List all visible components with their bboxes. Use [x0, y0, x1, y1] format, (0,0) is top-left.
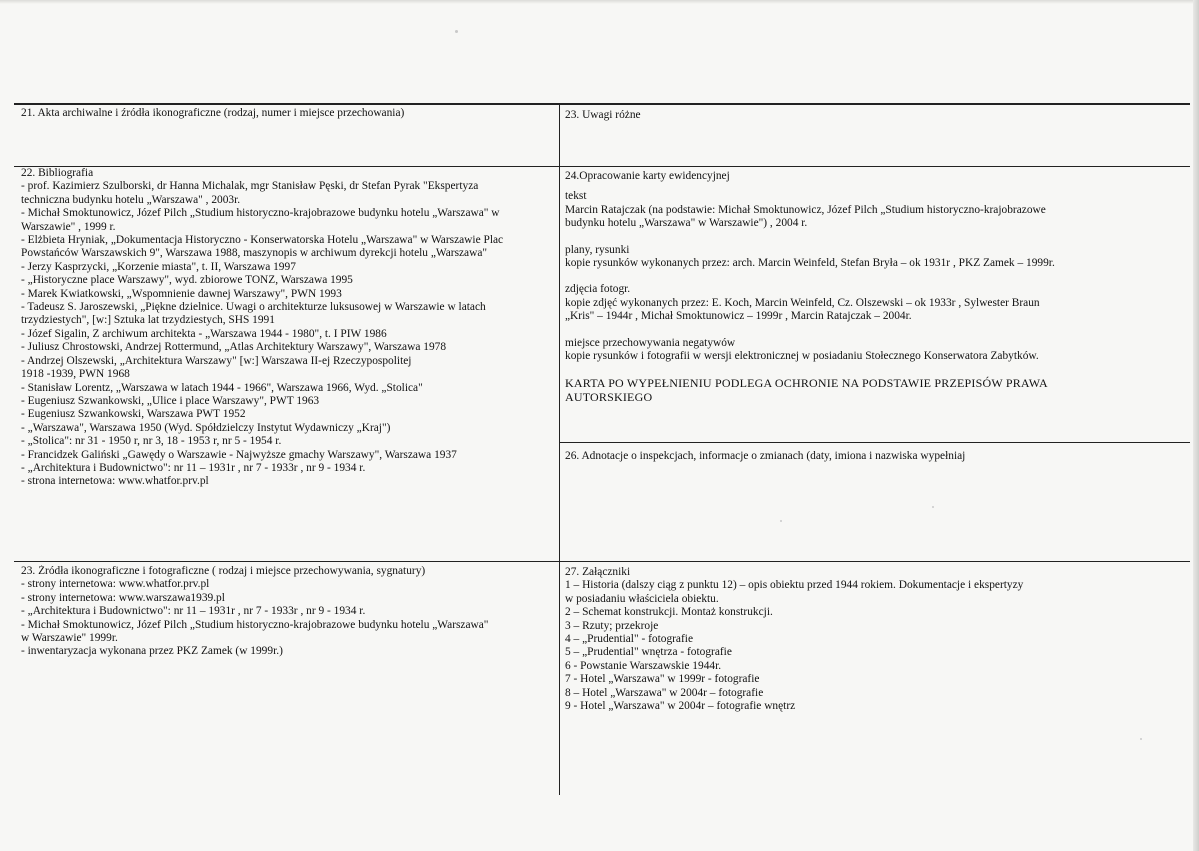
zdjecia-line: „Kris" – 1944r , Michał Smoktunowicz – 1999r , Marcin Ratajczak – 2004r. [565, 310, 912, 323]
miejsce-line: kopie rysunków i fotografii w wersji elektronicznej w posiadaniu Stołecznego Konserwatora Zabytków. [565, 350, 1039, 363]
attachment-line: 7 - Hotel „Warszawa" w 1999r - fotografie [565, 673, 760, 686]
bibliography-line: 1918 -1939, PWN 1968 [21, 368, 130, 381]
tekst-line: Marcin Ratajczak (na podstawie: Michał Smoktunowicz, Józef Pilch „Studium historyczno-krajobrazowe [565, 203, 1046, 216]
attachment-line: 9 - Hotel „Warszawa" w 2004r – fotografie wnętrz [565, 700, 796, 713]
bibliography-line: - Francidzek Galiński „Gawędy o Warszawie - Najwyższe gmachy Warszawy", Warszawa 1937 [21, 448, 457, 461]
bibliography-line: techniczna budynku hotelu „Warszawa" , 2003r. [21, 193, 241, 206]
section-23-remarks-title: 23. Uwagi różne [565, 109, 641, 121]
section-24-title: 24.Opracowanie karty ewidencyjnej [565, 170, 730, 182]
bibliography-line: - Juliusz Chrostowski, Andrzej Rottermund, „Atlas Architektury Warszawy", Warszawa 1978 [21, 341, 447, 354]
scan-speck [455, 30, 458, 33]
section-24-card-preparation [565, 170, 1187, 404]
bibliography-line: - „Warszawa", Warszawa 1950 (Wyd. Spółdzielczy Instytut Wydawniczy „Kraj") [21, 421, 391, 434]
bibliography-line: - Jerzy Kasprzycki, „Korzenie miasta", t. II, Warszawa 1997 [21, 260, 296, 273]
sources-line: - inwentaryzacja wykonana przez PKZ Zamek (w 1999r.) [21, 645, 283, 658]
miejsce-label: miejsce przechowywania negatywów [565, 336, 736, 349]
bibliography-line: - Eugeniusz Szwankowski, „Ulice i place Warszawy", PWT 1963 [21, 394, 320, 407]
tekst-label: tekst [565, 190, 587, 203]
page-right-edge [1193, 0, 1199, 851]
scan-speck [932, 506, 934, 508]
bibliography-line: - Stanisław Lorentz, „Warszawa w latach 1944 - 1966", Warszawa 1966, Wyd. „Stolica" [21, 381, 423, 394]
zdjecia-line: kopie zdjęć wykonanych przez: E. Koch, Marcin Weinfeld, Cz. Olszewski – ok 1933r , Sylwester Braun [565, 296, 1040, 309]
scan-speck [780, 520, 782, 522]
copyright-notice-line: AUTORSKIEGO [565, 390, 653, 405]
attachment-line: 3 – Rzuty; przekroje [565, 619, 659, 632]
plany-line: kopie rysunków wykonanych przez: arch. Marcin Weinfeld, Stefan Bryła – ok 1931r , PKZ Zamek – 1999r. [565, 257, 1055, 270]
bibliography-line: - „Architektura i Budownictwo": nr 11 – 1931r , nr 7 - 1933r , nr 9 - 1934 r. [21, 461, 366, 474]
attachment-line: 1 – Historia (dalszy ciąg z punktu 12) – opis obiektu przed 1944 rokiem. Dokumentacje i ekspertyzy [565, 579, 1024, 592]
attachment-line: 5 – „Prudential" wnętrza - fotografie [565, 646, 732, 659]
bibliography-line: - Marek Kwiatkowski, „Wspomnienie dawnej Warszawy", PWN 1993 [21, 287, 342, 300]
bibliography-line: - Michał Smoktunowicz, Józef Pilch „Studium historyczno-krajobrazowe budynku hotelu „Warszawa" w [21, 207, 500, 220]
section-26-inspections [565, 450, 1185, 463]
section-22-title: 22. Bibliografia [21, 167, 94, 179]
bibliography-line: - Tadeusz S. Jaroszewski, „Piękne dzielnice. Uwagi o architekturze luksusowej w Warszawie w latach [21, 301, 486, 314]
section-23-iconographic-sources [21, 565, 557, 659]
sources-line: - strony internetowa: www.warszawa1939.pl [21, 591, 225, 604]
bibliography-line: - Józef Sigalin, Z archiwum architekta - „Warszawa 1944 - 1980", t. I PIW 1986 [21, 327, 387, 340]
page-top-edge [0, 0, 1199, 4]
plany-label: plany, rysunki [565, 243, 630, 256]
bibliography-line: - Elżbieta Hryniak, „Dokumentacja Historyczno - Konserwatorska Hotelu „Warszawa" w Warszawie Plac [21, 234, 504, 247]
bibliography-line: Warszawie" , 1999 r. [21, 220, 116, 233]
attachment-line: 4 – „Prudential" - fotografie [565, 633, 694, 646]
bibliography-line: - prof. Kazimierz Szulborski, dr Hanna Michalak, mgr Stanisław Pęski, dr Stefan Pyrak "Ekspertyza [21, 180, 479, 193]
section-27-attachments [565, 566, 1187, 713]
tekst-line: budynku hotelu „Warszawa" w Warszawie") , 2004 r. [565, 217, 808, 230]
bibliography-line: Powstańców Warszawskich 9", Warszawa 1988, maszynopis w archiwum dyrekcji hotelu „Warszawa" [21, 247, 488, 260]
row-divider-right-26 [560, 442, 1190, 443]
column-divider [559, 103, 560, 795]
bibliography-line: - „Historyczne place Warszawy", wyd. zbiorowe TONZ, Warszawa 1995 [21, 274, 353, 287]
sources-line: - Michał Smoktunowicz, Józef Pilch „Studium historyczno-krajobrazowe budynku hotelu „Warszawa" [21, 618, 489, 631]
table-border-top [14, 103, 1190, 105]
section-22-bibliography [21, 167, 557, 489]
section-23-sources-title: 23. Źródła ikonograficzne i fotograficzne ( rodzaj i miejsce przechowywania, sygnatury) [21, 565, 426, 577]
section-21-archival-records [21, 107, 556, 120]
attachment-line: w posiadaniu właściciela obiektu. [565, 592, 719, 605]
bibliography-line: - „Stolica": nr 31 - 1950 r, nr 3, 18 - 1953 r, nr 5 - 1954 r. [21, 435, 282, 448]
attachment-line: 6 - Powstanie Warszawskie 1944r. [565, 659, 722, 672]
sources-line: - „Architektura i Budownictwo": nr 11 – 1931r , nr 7 - 1933r , nr 9 - 1934 r. [21, 605, 366, 618]
scan-speck [1140, 738, 1142, 740]
section-21-title: 21. Akta archiwalne i źródła ikonograficzne (rodzaj, numer i miejsce przechowania) [21, 107, 405, 119]
bibliography-line: - Eugeniusz Szwankowski, Warszawa PWT 1952 [21, 408, 246, 421]
sources-line: - strony internetowa: www.whatfor.prv.pl [21, 578, 210, 591]
attachment-line: 2 – Schemat konstrukcji. Montaż konstrukcji. [565, 606, 773, 619]
section-27-title: 27. Załączniki [565, 566, 631, 578]
row-divider-2 [14, 561, 1190, 562]
section-23-remarks [565, 109, 1185, 122]
zdjecia-label: zdjęcia fotogr. [565, 283, 631, 296]
bibliography-line: - strona internetowa: www.whatfor.prv.pl [21, 475, 209, 488]
copyright-notice-line: KARTA PO WYPEŁNIENIU PODLEGA OCHRONIE NA PODSTAWIE PRZEPISÓW PRAWA [565, 376, 1048, 391]
bibliography-line: trzydziestych", [w:] Sztuka lat trzydziestych, SHS 1991 [21, 314, 275, 327]
attachment-line: 8 – Hotel „Warszawa" w 2004r – fotografie [565, 686, 764, 699]
bibliography-line: - Andrzej Olszewski, „Architektura Warszawy" [w:] Warszawa II-ej Rzeczypospolitej [21, 354, 412, 367]
section-26-title: 26. Adnotacje o inspekcjach, informacje o zmianach (daty, imiona i nazwiska wypełniaj [565, 450, 966, 462]
sources-line: w Warszawie" 1999r. [21, 632, 118, 645]
